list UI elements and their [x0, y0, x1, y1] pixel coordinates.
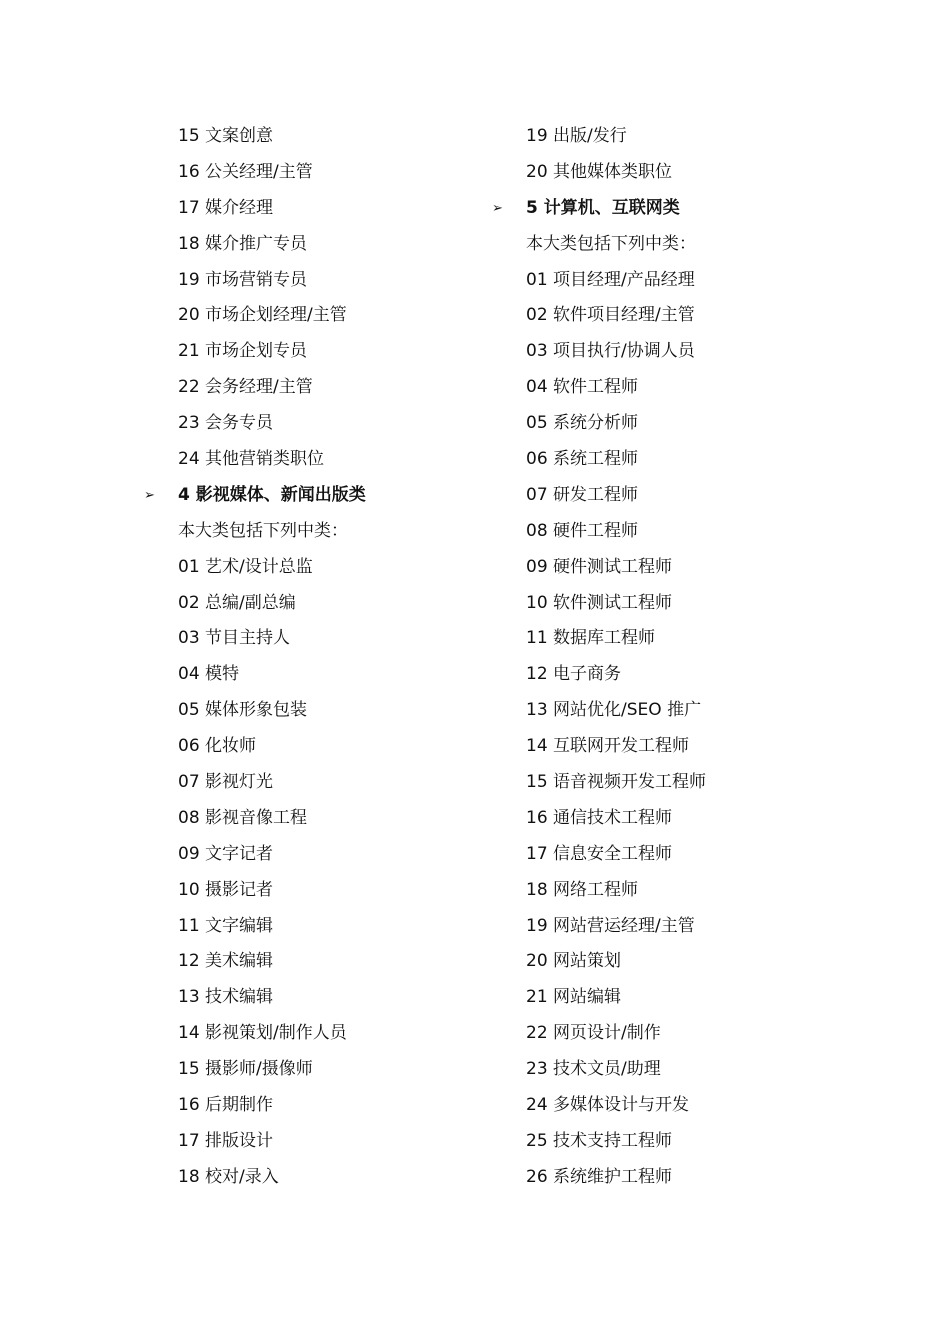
item-text: 17 媒介经理 [178, 197, 274, 218]
item-text: 01 艺术/设计总监 [178, 556, 313, 577]
list-item [526, 298, 906, 334]
list-item [526, 1016, 906, 1052]
list-item [526, 621, 906, 657]
item-text: 10 摄影记者 [178, 879, 274, 900]
list-item [526, 1088, 906, 1124]
list-item [178, 550, 508, 586]
list-item [178, 980, 508, 1016]
item-text: 09 硬件测试工程师 [526, 556, 673, 577]
list-item [526, 657, 906, 693]
item-text: 18 媒介推广专员 [178, 233, 308, 254]
item-text: 07 研发工程师 [526, 484, 639, 505]
list-item [178, 801, 508, 837]
list-item [526, 729, 906, 765]
item-text: 23 会务专员 [178, 413, 274, 434]
item-text: 04 软件工程师 [526, 377, 639, 398]
list-item [178, 837, 508, 873]
list-item [178, 765, 508, 801]
item-text: 21 网站编辑 [526, 987, 622, 1008]
list-item [526, 765, 906, 801]
item-text: 11 数据库工程师 [526, 628, 656, 649]
list-item [178, 227, 508, 263]
list-item [526, 873, 906, 909]
item-text: 01 项目经理/产品经理 [526, 269, 695, 290]
item-text: 22 会务经理/主管 [178, 377, 313, 398]
item-text: 05 系统分析师 [526, 413, 639, 434]
item-text: 11 文字编辑 [178, 915, 274, 936]
item-text: 12 美术编辑 [178, 951, 274, 972]
list-item [526, 334, 906, 370]
list-item [526, 586, 906, 622]
item-text: 08 硬件工程师 [526, 520, 639, 541]
list-item [178, 693, 508, 729]
item-text: 03 项目执行/协调人员 [526, 341, 695, 362]
item-text: 14 影视策划/制作人员 [178, 1023, 347, 1044]
list-item [178, 514, 508, 550]
list-item [178, 406, 508, 442]
right-column [492, 119, 906, 1196]
list-item [526, 478, 906, 514]
list-item [526, 980, 906, 1016]
list-item [178, 119, 508, 155]
list-item [178, 155, 508, 191]
item-text: 04 模特 [178, 664, 240, 685]
list-item [178, 1160, 508, 1196]
item-text: 14 互联网开发工程师 [526, 736, 690, 757]
item-text: 18 校对/录入 [178, 1166, 279, 1187]
arrowhead-bullet-icon: ➢ [492, 200, 503, 216]
item-text: 03 节目主持人 [178, 628, 291, 649]
item-text: 20 网站策划 [526, 951, 622, 972]
list-item [526, 406, 906, 442]
item-text: 23 技术文员/助理 [526, 1059, 661, 1080]
list-item [178, 944, 508, 980]
list-item [178, 334, 508, 370]
item-text: 07 影视灯光 [178, 772, 274, 793]
list-item [178, 1124, 508, 1160]
item-text: 26 系统维护工程师 [526, 1166, 673, 1187]
item-text: 21 市场企划专员 [178, 341, 308, 362]
list-item [178, 909, 508, 945]
list-item [178, 1016, 508, 1052]
list-item [526, 801, 906, 837]
list-item [526, 837, 906, 873]
item-text: 19 出版/发行 [526, 126, 627, 146]
item-text: 24 多媒体设计与开发 [526, 1095, 690, 1116]
item-text: 09 文字记者 [178, 843, 274, 864]
item-text: 06 系统工程师 [526, 449, 639, 470]
item-text: 18 网络工程师 [526, 879, 639, 900]
item-text: 02 总编/副总编 [178, 592, 296, 613]
item-text: 17 排版设计 [178, 1130, 274, 1151]
item-text: 本大类包括下列中类： [526, 233, 696, 254]
item-text: 24 其他营销类职位 [178, 449, 325, 470]
list-item [526, 1124, 906, 1160]
item-text: 本大类包括下列中类： [178, 520, 348, 541]
item-text: 20 市场企划经理/主管 [178, 305, 347, 326]
list-item [178, 191, 508, 227]
list-item [526, 514, 906, 550]
list-item [178, 442, 508, 478]
list-item [526, 119, 906, 155]
category-heading [144, 478, 508, 514]
list-item [526, 1160, 906, 1196]
list-item [178, 370, 508, 406]
item-text: 22 网页设计/制作 [526, 1023, 661, 1044]
item-text: 12 电子商务 [526, 664, 622, 685]
item-text: 4 影视媒体、新闻出版类 [178, 484, 366, 505]
item-text: 08 影视音像工程 [178, 807, 308, 828]
item-text: 16 后期制作 [178, 1095, 274, 1116]
item-text: 15 文案创意 [178, 126, 274, 146]
list-item [178, 263, 508, 299]
item-text: 17 信息安全工程师 [526, 843, 673, 864]
item-text: 20 其他媒体类职位 [526, 161, 673, 182]
category-heading [492, 191, 906, 227]
list-item [178, 729, 508, 765]
list-item [526, 909, 906, 945]
list-item [526, 227, 906, 263]
list-item [526, 1052, 906, 1088]
item-text: 25 技术支持工程师 [526, 1130, 673, 1151]
item-text: 16 公关经理/主管 [178, 161, 313, 182]
item-text: 19 网站营运经理/主管 [526, 915, 695, 936]
item-text: 13 技术编辑 [178, 987, 274, 1008]
list-item [526, 693, 906, 729]
item-text: 16 通信技术工程师 [526, 807, 673, 828]
list-item [178, 1088, 508, 1124]
item-text: 02 软件项目经理/主管 [526, 305, 695, 326]
list-item [526, 442, 906, 478]
left-column [144, 119, 508, 1196]
item-text: 13 网站优化/SEO 推广 [526, 700, 702, 721]
arrowhead-bullet-icon: ➢ [144, 487, 155, 503]
list-item [526, 944, 906, 980]
item-text: 10 软件测试工程师 [526, 592, 673, 613]
list-item [526, 155, 906, 191]
item-text: 19 市场营销专员 [178, 269, 308, 290]
item-text: 15 语音视频开发工程师 [526, 772, 707, 793]
list-item [526, 550, 906, 586]
list-item [526, 263, 906, 299]
item-text: 5 计算机、互联网类 [526, 197, 680, 218]
item-text: 06 化妆师 [178, 736, 257, 757]
item-text: 15 摄影师/摄像师 [178, 1059, 313, 1080]
list-item [178, 657, 508, 693]
item-text: 05 媒体形象包装 [178, 700, 308, 721]
list-item [178, 1052, 508, 1088]
list-item [178, 621, 508, 657]
list-item [178, 298, 508, 334]
list-item [178, 586, 508, 622]
list-item [178, 873, 508, 909]
list-item [526, 370, 906, 406]
